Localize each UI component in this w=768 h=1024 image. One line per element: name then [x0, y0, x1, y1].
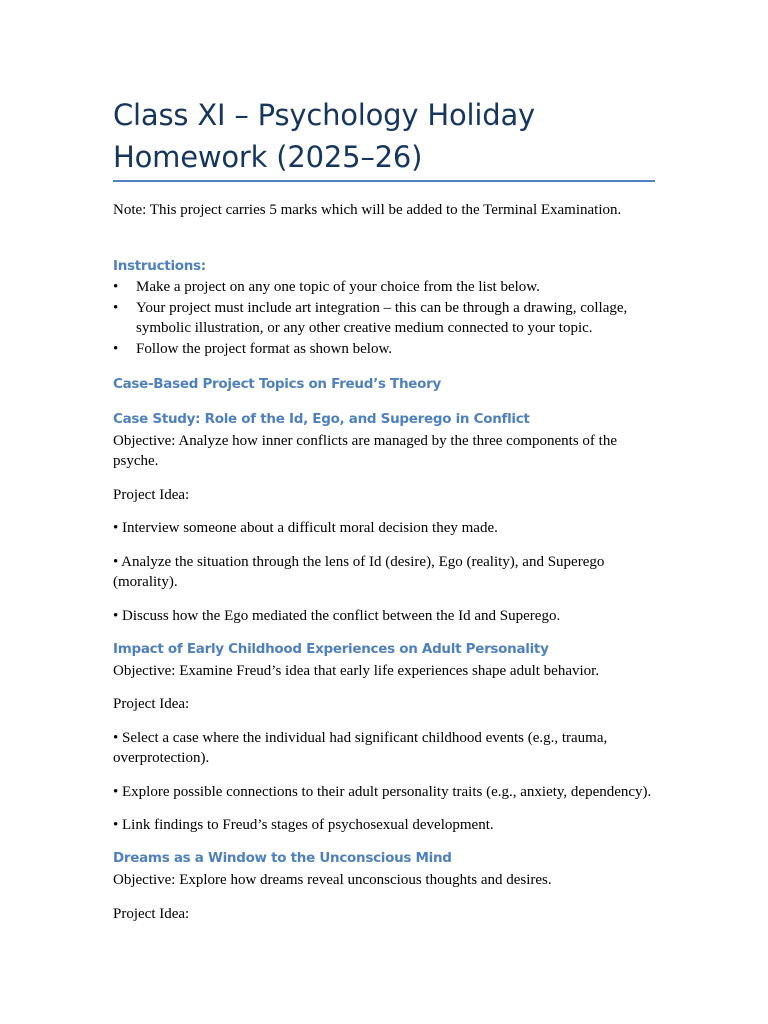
idea-point: • Analyze the situation through the lens of Id (desire), Ego (reality), and Superego (morality).	[113, 554, 605, 590]
page-title: Class XI – Psychology Holiday Homework (2025–26)	[113, 98, 535, 174]
note-text: Note: This project carries 5 marks which will be added to the Terminal Examination.	[113, 202, 622, 218]
instructions-list	[113, 277, 658, 360]
instructions-heading: Instructions:	[113, 258, 206, 274]
list-item: • Make a project on any one topic of your choice from the list below.	[113, 279, 540, 295]
project-idea-label: Project Idea:	[113, 696, 190, 712]
objective-text: Objective: Analyze how inner conflicts are managed by the three components of the psyche.	[113, 433, 617, 469]
section-heading: Impact of Early Childhood Experiences on Adult Personality	[113, 641, 549, 657]
section-heading: Dreams as a Window to the Unconscious Mind	[113, 850, 452, 866]
section-heading: Case Study: Role of the Id, Ego, and Superego in Conflict	[113, 411, 530, 427]
list-item: • Your project must include art integration – this can be through a drawing, collage, symbolic illustration, or any other creative medium connected to your topic.	[113, 300, 628, 336]
idea-point: • Explore possible connections to their adult personality traits (e.g., anxiety, dependency).	[113, 784, 652, 800]
topics-heading: Case-Based Project Topics on Freud’s Theory	[113, 376, 441, 392]
bullet-icon: •	[113, 341, 119, 357]
project-idea-label: Project Idea:	[113, 906, 190, 922]
objective-text: Objective: Explore how dreams reveal unconscious thoughts and desires.	[113, 872, 552, 888]
list-item: • Follow the project format as shown below.	[113, 341, 393, 357]
objective-text: Objective: Examine Freud’s idea that early life experiences shape adult behavior.	[113, 663, 600, 679]
idea-point: • Select a case where the individual had significant childhood events (e.g., trauma, overprotection).	[113, 730, 608, 766]
project-idea-label: Project Idea:	[113, 487, 190, 503]
bullet-icon: •	[113, 300, 119, 316]
title-divider	[113, 180, 655, 182]
idea-point: • Discuss how the Ego mediated the conflict between the Id and Superego.	[113, 608, 561, 624]
bullet-icon: •	[113, 279, 119, 295]
idea-point: • Link findings to Freud’s stages of psychosexual development.	[113, 817, 494, 833]
idea-point: • Interview someone about a difficult moral decision they made.	[113, 520, 498, 536]
